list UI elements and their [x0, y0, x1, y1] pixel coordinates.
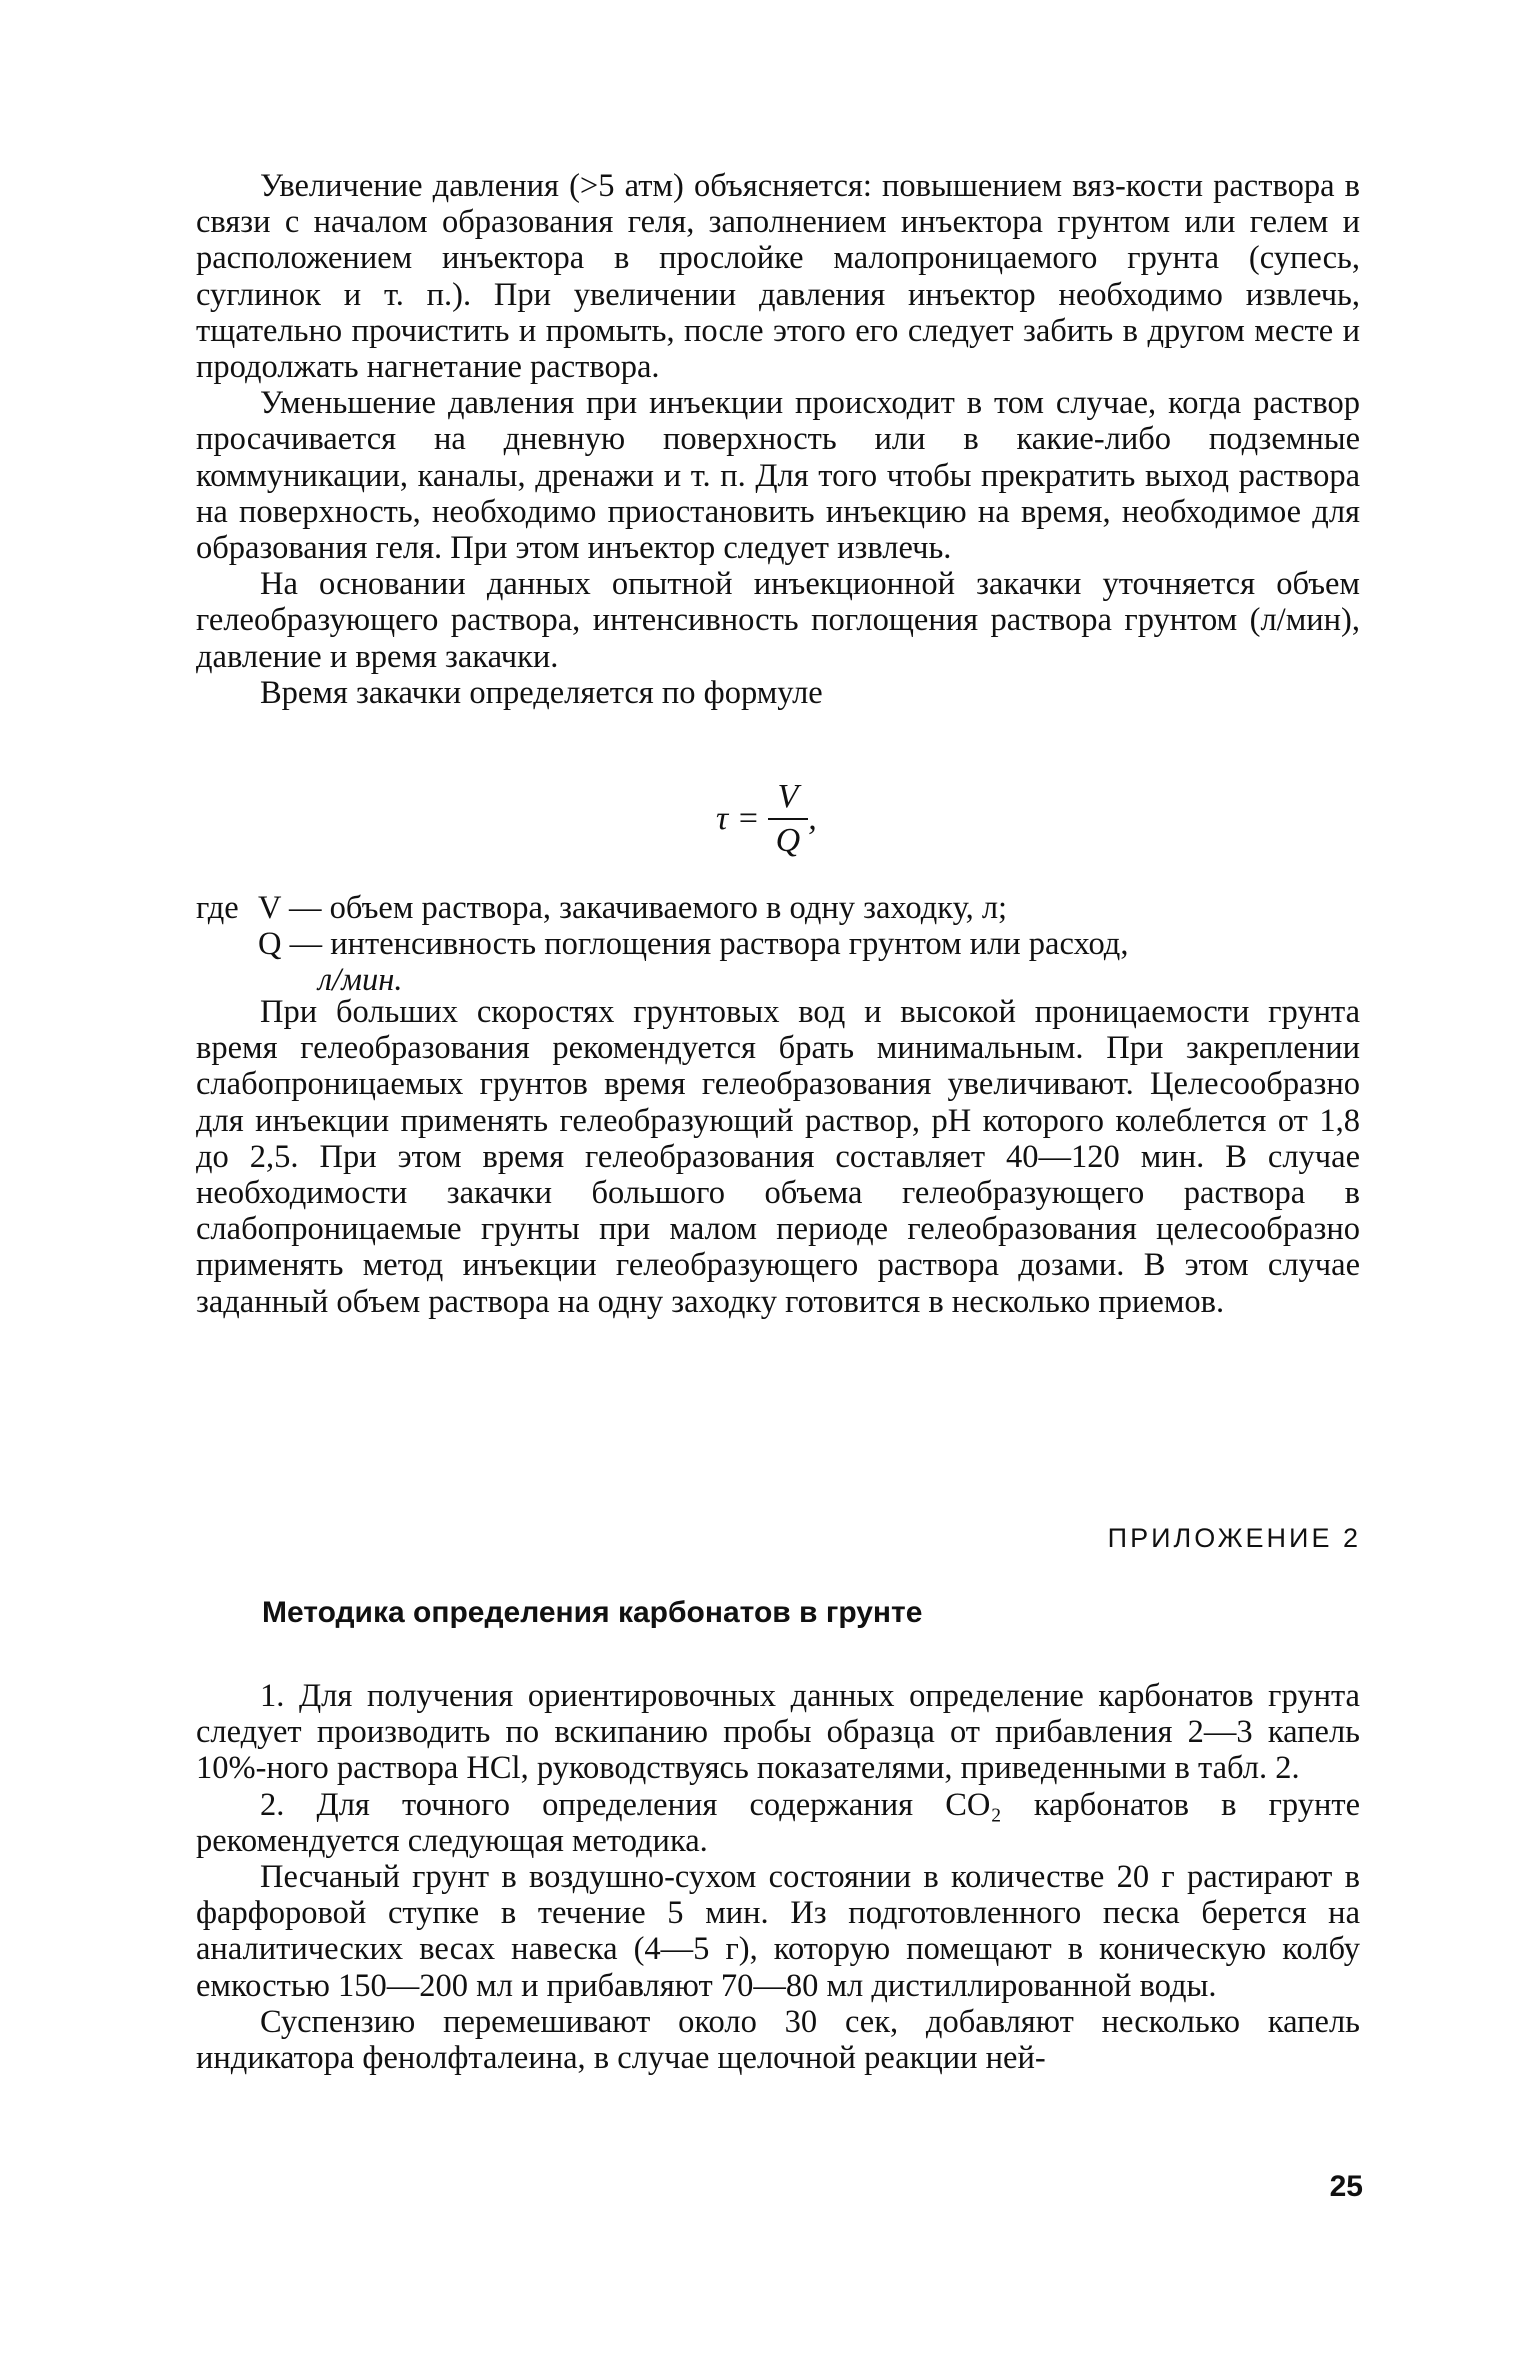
- body-text-bottom: [196, 1678, 1360, 2076]
- paragraph-pressure-decrease: Уменьшение давления при инъекции происходит в том случае, когда раствор просачивается на дневную поверхность или в какие-либо подземные коммуникации, каналы, дренажи и т. п. Для того чтобы прекратить выход раствора на поверхность, необходимо приостановить инъекцию на время, необходимое для образования геля. При этом инъектор следует извлечь.: [196, 385, 1360, 567]
- body-text-middle: [196, 994, 1360, 1320]
- definition-row: [196, 926, 1360, 962]
- formula-tail: ,: [808, 800, 817, 837]
- page-number: 25: [1329, 2170, 1363, 2203]
- formula-lhs: τ =: [716, 800, 760, 837]
- definition-row: [196, 890, 1360, 926]
- formula-denominator: Q: [768, 818, 809, 860]
- paragraph-pressure-increase: Увеличение давления (>5 атм) объясняется: повышением вяз-кости раствора в связи с началом образования геля, заполнением инъектора грунтом или гелем и расположением инъектора в прослойке малопроницаемого грунта (супесь, суглинок и т. п.). При увеличении давления инъектор необходимо извлечь, тщательно прочистить и промыть, после этого его следует забить в другом месте и продолжать нагнетание раствора.: [196, 168, 1360, 386]
- paragraph-rough-method: 1. Для получения ориентировочных данных определение карбонатов грунта следует производить по вскипанию пробы образца от прибавления 2—3 капель 10%-ного раствора HCl, руководствуясь показателями, приведенными в табл. 2.: [196, 1678, 1360, 1787]
- formula-numerator: V: [777, 778, 799, 815]
- definition-lead: [196, 926, 258, 962]
- paragraph-suspension: Суспензию перемешивают около 30 сек, добавляют несколько капель индикатора фенолфталеина, в случае щелочной реакции ней-: [196, 2003, 1360, 2077]
- body-text-top: [196, 168, 1360, 711]
- formula-fraction: [768, 778, 809, 860]
- paragraph-formula-intro: Время закачки определяется по формуле: [260, 674, 823, 711]
- paragraph-gel-time: При больших скоростях грунтовых вод и высокой проницаемости грунта время гелеобразования рекомендуется брать минимальным. При закреплении слабопроницаемых грунтов время гелеобразования увеличивают. Целесообразно для инъекции применять гелеобразующий раствор, pH которого колеблется от 1,8 до 2,5. При этом время гелеобразования составляет 40—120 мин. В случае необходимости закачки большого объема гелеобразующего раствора в слабопроницаемые грунты при малом периоде гелеобразования целесообразно применять метод инъекции гелеобразующего раствора дозами. В этом случае заданный объем раствора на одну заходку готовится в несколько приемов.: [196, 994, 1360, 1320]
- section-heading: Методика определения карбонатов в грунте: [262, 1596, 923, 1629]
- definition-text: Q — интенсивность поглощения раствора грунтом или расход,: [258, 926, 1129, 963]
- formula-definitions: [196, 890, 1360, 999]
- appendix-label: ПРИЛОЖЕНИЕ 2: [1107, 1523, 1361, 1553]
- time-formula: [716, 778, 817, 860]
- paragraph-precise-method: 2. Для точного определения содержания CO₂ карбонатов в грунте рекомендуется следующая методика.: [196, 1786, 1360, 1859]
- paragraph-sample-prep: Песчаный грунт в воздушно-сухом состоянии в количестве 20 г растирают в фарфоровой ступке в течение 5 мин. Из подготовленного песка берется на аналитических весах навеска (4—5 г), которую помещают в коническую колбу емкостью 150—200 мл и прибавляют 70—80 мл дистиллированной воды.: [196, 1859, 1360, 2004]
- definition-lead: где: [196, 890, 239, 926]
- paragraph-trial-injection: На основании данных опытной инъекционной закачки уточняется объем гелеобразующего раствора, интенсивность поглощения раствора грунтом (л/мин), давление и время закачки.: [196, 566, 1360, 675]
- definition-text: V — объем раствора, закачиваемого в одну заходку, л;: [258, 890, 1008, 926]
- definition-continuation: л/мин.: [318, 962, 403, 999]
